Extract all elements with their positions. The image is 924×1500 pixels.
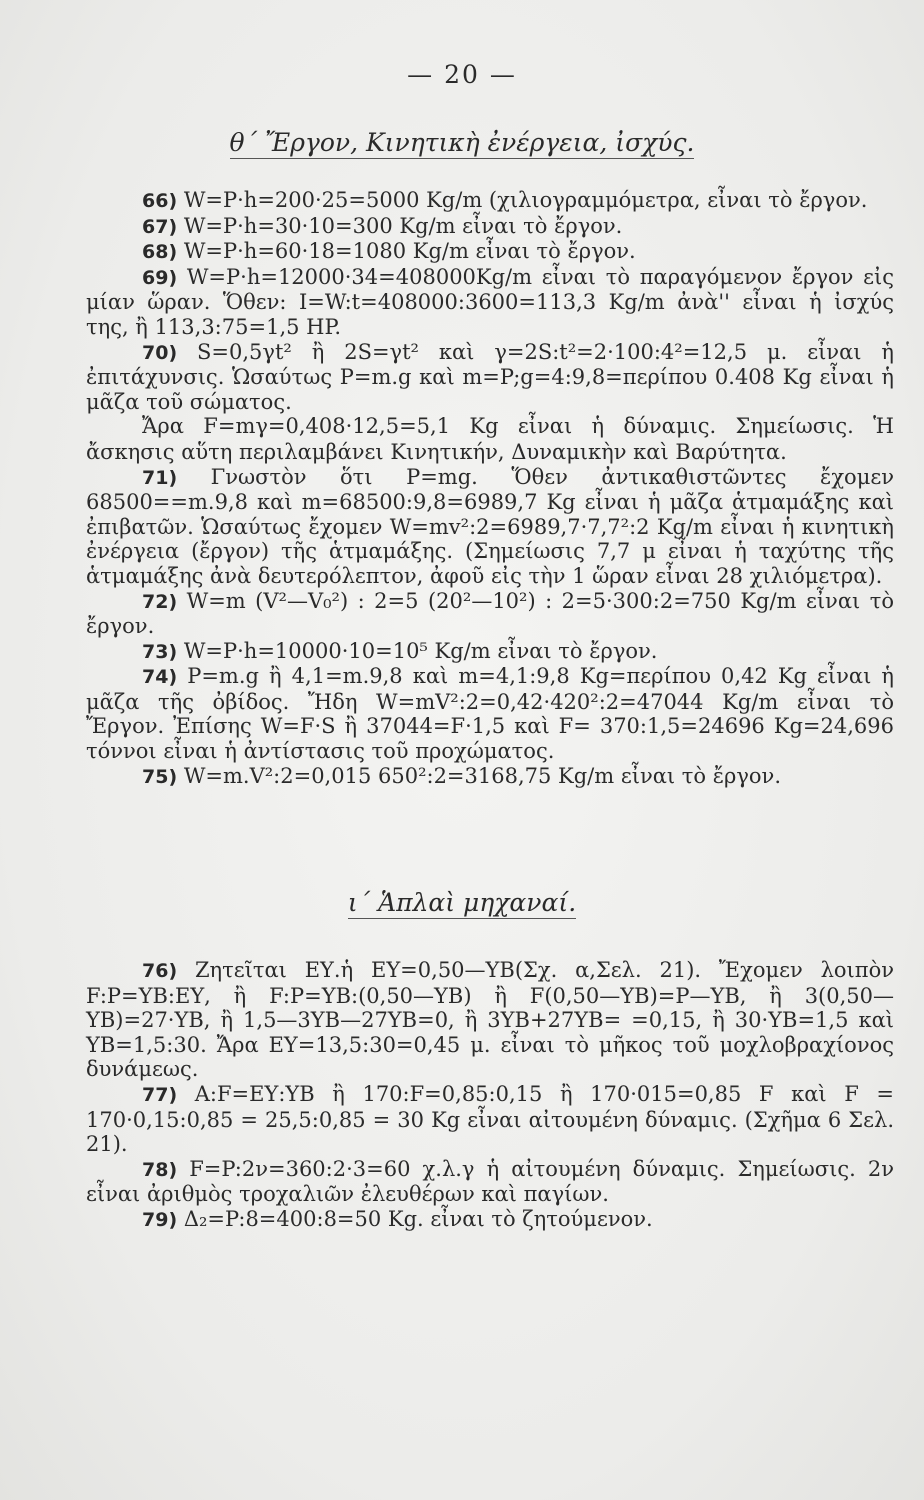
exercise-68: 68) W=P·h=60·18=1080 Kg/m εἶναι τὸ ἔργον.: [142, 239, 636, 264]
exercise-list-work-energy: [86, 188, 894, 789]
exercise-67: 67) W=P·h=30·10=300 Kg/m εἶναι τὸ ἔργον.: [142, 213, 623, 238]
section-heading-simple-machines: [0, 888, 924, 917]
exercise-74: 74) P=m.g ἢ 4,1=m.9,8 καὶ m=4,1:9,8 Kg=περίπου 0,42 Kg εἶναι ἡ μᾶζα τῆς ὀβίδος. Ἤδη W=mV²:2=0,42·420²:2=47044 Kg/m εἶναι τὸ Ἔργον. Ἐπίσης W=F·S ἢ 37044=F·1,5 καὶ F= 370:1,5=24696 Kg=24,696 τόννοι εἶναι ἡ ἀντίστασις τοῦ προχώματος.: [86, 664, 894, 764]
exercise-77: 77) A:F=ΕΥ:ΥΒ ἢ 170:F=0,85:0,15 ἢ 170·015=0,85 F καὶ F = 170·0,15:0,85 = 25,5:0,85 = 30 Kg εἶναι αἰτουμένη δύναμις. (Σχῆμα 6 Σελ. 21).: [86, 1081, 894, 1157]
exercise-79: 79) Δ₂=P:8=400:8=50 Kg. εἶναι τὸ ζητούμενον.: [142, 1206, 653, 1231]
exercise-list-simple-machines: [86, 958, 894, 1233]
section-title: ι΄ Ἁπλαὶ μηχαναί.: [347, 888, 577, 917]
exercise-73: 73) W=P·h=10000·10=10⁵ Kg/m εἶναι τὸ ἔργον.: [142, 638, 658, 663]
exercise-75: 75) W=m.V²:2=0,015 650²:2=3168,75 Kg/m εἶναι τὸ ἔργον.: [142, 763, 781, 788]
section-title: θ΄ Ἔργον, Κινητικὴ ἐνέργεια, ἰσχύς.: [229, 128, 695, 157]
exercise-76: 76) Ζητεῖται ΕΥ.ἡ ΕΥ=0,50—ΥΒ(Σχ. α,Σελ. 21). Ἔχομεν λοιπὸν F:P=ΥΒ:ΕΥ, ἢ F:P=ΥΒ:(0,50—ΥΒ) ἢ F(0,50—ΥΒ)=P—ΥΒ, ἢ 3(0,50—ΥΒ)=27·ΥΒ, ἢ 1,5—3ΥΒ—27ΥΒ=0, ἢ 3ΥΒ+27ΥΒ= =0,15, ἢ 30·ΥΒ=1,5 καὶ ΥΒ=1,5:30. Ἄρα ΕΥ=13,5:30=0,45 μ. εἶναι τὸ μῆκος τοῦ μοχλοβραχίονος δυνάμεως.: [86, 958, 894, 1082]
exercise-66: 66) W=P·h=200·25=5000 Kg/m (χιλιογραμμόμετρα, εἶναι τὸ ἔργον.: [142, 188, 868, 212]
exercise-71: 71) Γνωστὸν ὅτι P=mg. Ὅθεν ἀντικαθιστῶντες ἔχομεν 68500==m.9,8 καὶ m=68500:9,8=6989,7 Kg εἶναι ἡ μᾶζα ἁτμαμάξης καὶ ἐπιβατῶν. Ὡσαύτως ἔχομεν W=mv²:2=6989,7·7,7²:2 Kg/m εἶναι ἡ κινητικὴ ἐνέργεια (ἔργον) τῆς ἁτμαμάξης. (Σημείωσις 7,7 μ εἶναι ἡ ταχύτης τῆς ἁτμαμάξης ἀνὰ δευτερόλεπτον, ἀφοῦ εἰς τὴν 1 ὥραν εἶναι 28 χιλιόμετρα).: [86, 464, 894, 588]
exercise-69: 69) W=P·h=12000·34=408000Kg/m εἶναι τὸ παραγόμενον ἔργον εἰς μίαν ὥραν. Ὅθεν: I=W:t=408000:3600=113,3 Kg/m ἀνὰ'' εἶναι ἡ ἰσχύς της, ἢ 113,3:75=1,5 HP.: [86, 264, 894, 339]
exercise-70: 70) S=0,5γt² ἢ 2S=γt² καὶ γ=2S:t²=2·100:4²=12,5 μ. εἶναι ἡ ἐπιτάχυνσις. Ὡσαύτως P=m.g καὶ m=P;g=4:9,8=περίπου 0.408 Kg εἶναι ἡ μᾶζα τοῦ σώματος.: [86, 339, 894, 414]
exercise-70-continued: Ἄρα F=mγ=0,408·12,5=5,1 Kg εἶναι ἡ δύναμις. Σημείωσις. Ἡ ἄσκησις αὕτη περιλαμβάνει Κινητικήν, Δυναμικὴν καὶ Βαρύτητα.: [86, 414, 894, 464]
page-number: — 20 —: [407, 60, 517, 89]
section-heading-work-energy-power: [0, 128, 924, 157]
exercise-72: 72) W=m (V²—V₀²) : 2=5 (20²—10²) : 2=5·300:2=750 Kg/m εἶναι τὸ ἔργον.: [86, 588, 894, 639]
exercise-78: 78) F=P:2ν=360:2·3=60 χ.λ.γ ἡ αἰτουμένη δύναμις. Σημείωσις. 2ν εἶναι ἀριθμὸς τροχαλιῶν ἐλευθέρων καὶ παγίων.: [86, 1156, 894, 1207]
